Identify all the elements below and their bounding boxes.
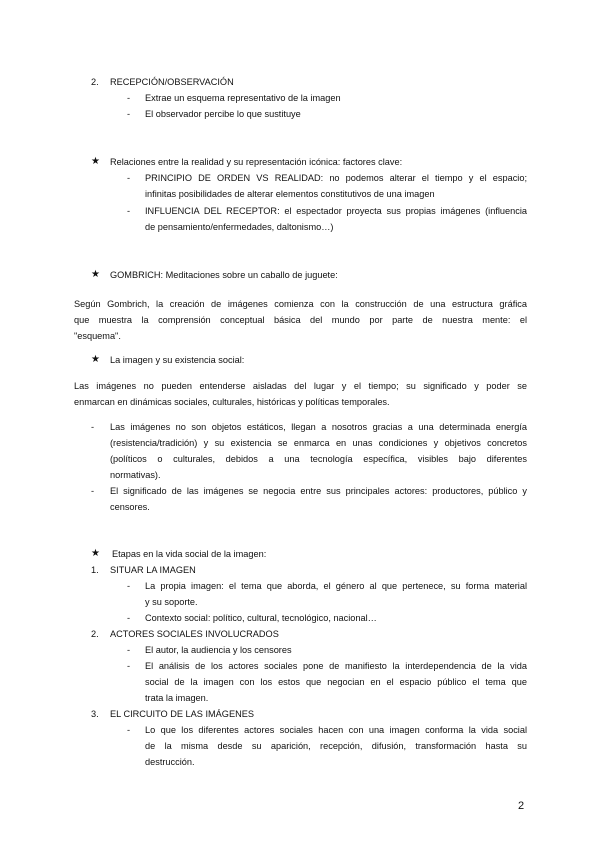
paragraph-line: El autor, la audiencia y los censores — [145, 645, 292, 655]
star-heading: Relaciones entre la realidad y su representación icónica: factores clave: — [110, 157, 403, 167]
list-number: 2. — [91, 629, 99, 639]
paragraph-line: (resistencia/tradición) y su existencia se enmarca en unas condiciones y objetivos concretos — [110, 438, 527, 448]
paragraph-line: que muestra la comprensión conceptual básica del mundo por parte de nuestra mente: el — [74, 315, 527, 325]
paragraph-line: Según Gombrich, la creación de imágenes comienza con la construcción de una estructura gráfica — [74, 299, 527, 309]
paragraph-line: Contexto social: político, cultural, tecnológico, nacional… — [145, 613, 377, 623]
star-heading: Etapas en la vida social de la imagen: — [112, 549, 267, 559]
dash-bullet: - — [91, 486, 95, 496]
star-heading: GOMBRICH: Meditaciones sobre un caballo de juguete: — [110, 270, 338, 280]
dash-bullet: - — [91, 422, 95, 432]
paragraph-line: "esquema". — [74, 331, 121, 341]
page-number: 2 — [518, 800, 525, 812]
paragraph-line: destrucción. — [145, 757, 195, 767]
dash-bullet: - — [127, 613, 131, 623]
paragraph-line: El significado de las imágenes se negocia entre sus principales actores: productores, público y — [110, 486, 527, 496]
paragraph-line: de la misma desde su aparición, recepción, difusión, transformación hasta su — [145, 741, 527, 751]
dash-bullet: - — [127, 581, 131, 591]
list-item: Extrae un esquema representativo de la imagen — [145, 93, 341, 103]
star-bullet-icon: ★ — [91, 548, 100, 559]
list-number: 2. — [91, 77, 99, 87]
list-item: El observador percibe lo que sustituye — [145, 109, 301, 119]
paragraph-line: social de la imagen con los estos que negocian en el espacio público el tema que — [145, 677, 527, 687]
paragraph-line: Las imágenes no son objetos estáticos, llegan a nosotros gracias a una determinada energía — [110, 422, 527, 432]
paragraph-line: y su soporte. — [145, 597, 198, 607]
dash-bullet: - — [127, 206, 131, 216]
star-heading: La imagen y su existencia social: — [110, 355, 245, 365]
paragraph-line: Lo que los diferentes actores sociales hacen con una imagen conforma la vida social — [145, 725, 527, 735]
paragraph-line: El análisis de los actores sociales pone de manifiesto la interdependencia de la vida — [145, 661, 527, 671]
paragraph-line: de pensamiento/enfermedades, daltonismo…) — [145, 222, 334, 232]
paragraph-line: trata la imagen. — [145, 693, 209, 703]
dash-bullet: - — [127, 725, 131, 735]
paragraph-line: Las imágenes no pueden entenderse aisladas del lugar y el tiempo; su significado y poder se — [74, 381, 527, 391]
paragraph-line: normativas). — [110, 470, 161, 480]
star-bullet-icon: ★ — [91, 156, 100, 167]
dash-bullet: - — [127, 645, 131, 655]
dash-bullet: - — [127, 93, 131, 103]
section-heading: ACTORES SOCIALES INVOLUCRADOS — [110, 629, 279, 639]
paragraph-line: La propia imagen: el tema que aborda, el género al que pertenece, su forma material — [145, 581, 527, 591]
paragraph-line: PRINCIPIO DE ORDEN VS REALIDAD: no podemos alterar el tiempo y el espacio; — [145, 173, 527, 183]
dash-bullet: - — [127, 109, 131, 119]
paragraph-line: INFLUENCIA DEL RECEPTOR: el espectador proyecta sus propias imágenes (influencia — [145, 206, 527, 216]
section-heading: EL CIRCUITO DE LAS IMÁGENES — [110, 709, 254, 719]
dash-bullet: - — [127, 173, 131, 183]
list-number: 3. — [91, 709, 99, 719]
section-heading: RECEPCIÓN/OBSERVACIÓN — [110, 77, 234, 87]
paragraph-line: (políticos o culturales, debidos a una tecnología específica, visibles bajo diferentes — [110, 454, 527, 464]
star-bullet-icon: ★ — [91, 269, 100, 280]
section-heading: SITUAR LA IMAGEN — [110, 565, 196, 575]
paragraph-line: enmarcan en dinámicas sociales, culturales, históricas y políticas temporales. — [74, 397, 390, 407]
star-bullet-icon: ★ — [91, 354, 100, 365]
dash-bullet: - — [127, 661, 131, 671]
paragraph-line: censores. — [110, 502, 150, 512]
list-number: 1. — [91, 565, 99, 575]
paragraph-line: infinitas posibilidades de alterar elementos constitutivos de una imagen — [145, 189, 435, 199]
